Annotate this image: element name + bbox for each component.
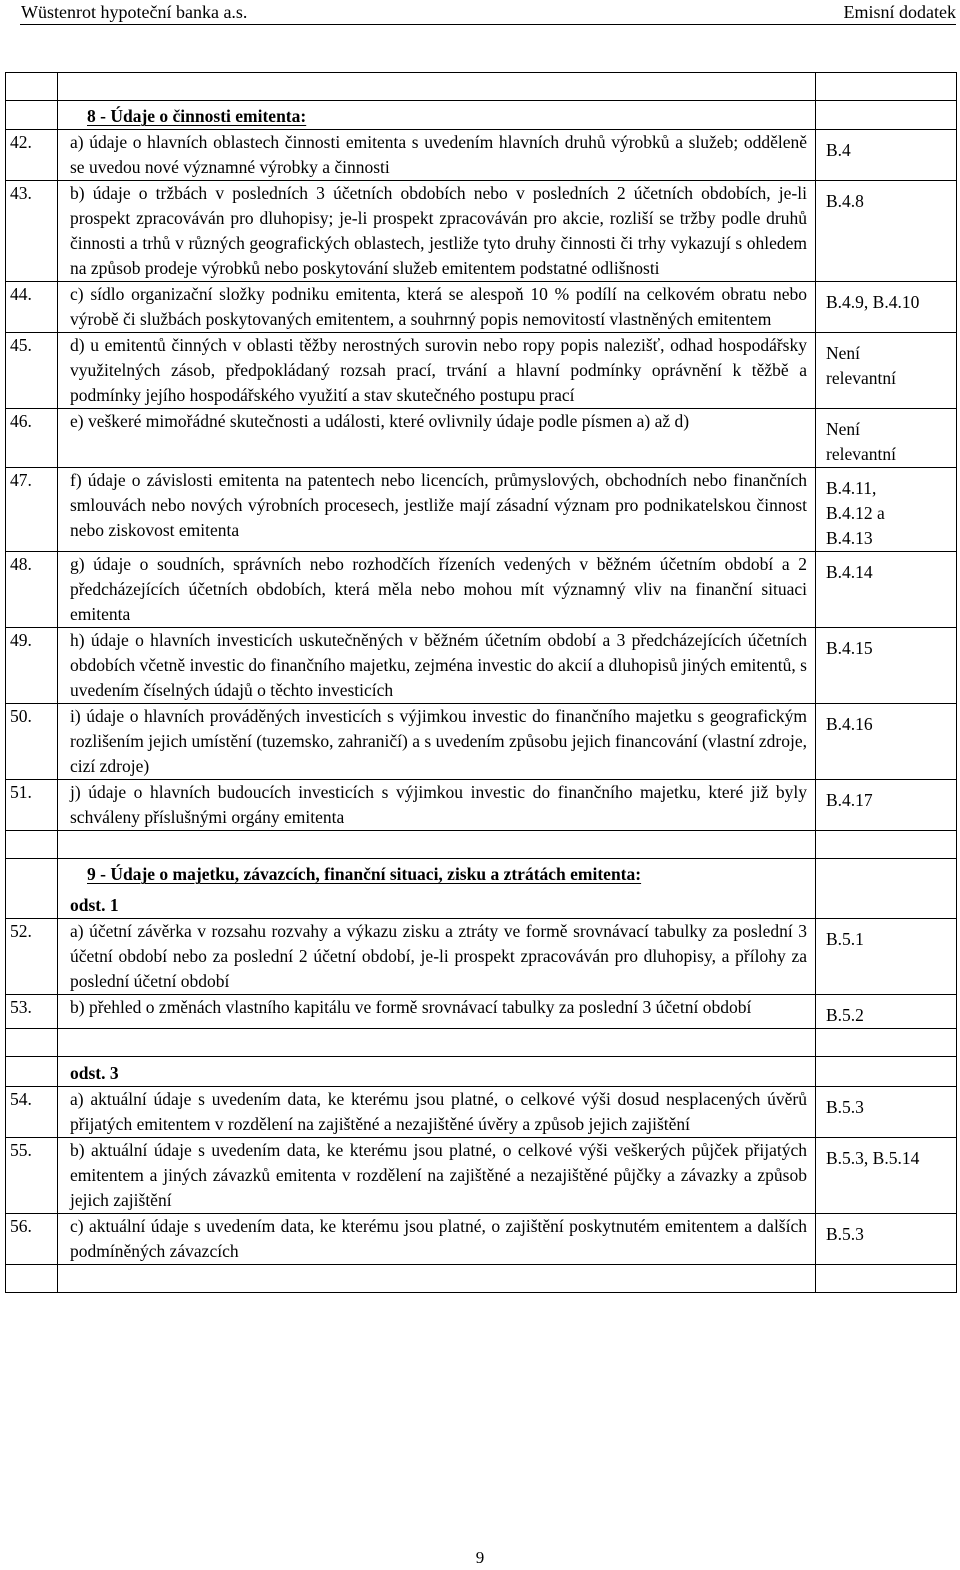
row-number: 44. <box>6 282 58 333</box>
row-reference: B.5.2 <box>826 1005 864 1025</box>
table-row <box>6 995 957 1029</box>
row-number: 46. <box>6 409 58 468</box>
row-text: i) údaje o hlavních prováděných investicích s výjimkou investic do finančního majetku s geografickým rozlišením jejich umístění (tuzemsko, zahraničí) a s uvedením způsobu jejich financování (vlastní zdroje, cizí zdroje) <box>58 704 816 780</box>
row-text: g) údaje o soudních, správních nebo rozhodčích řízeních vedených v běžném účetním období a 2 předcházejících účetních obdobích, která měla nebo mohou mít významný vliv na finanční situaci emitenta <box>58 552 816 628</box>
row-number: 42. <box>6 130 58 181</box>
row-reference: B.5.3, B.5.14 <box>826 1148 920 1168</box>
table-row <box>6 409 957 468</box>
row-reference: B.5.3 <box>826 1097 864 1117</box>
row-text: b) přehled o změnách vlastního kapitálu ve formě srovnávací tabulky za poslední 3 účetní období <box>58 995 816 1029</box>
table-row-blank <box>6 1029 957 1057</box>
row-reference: B.4.9, B.4.10 <box>826 292 920 312</box>
row-reference: B.4.15 <box>826 638 873 658</box>
section-8-heading-row <box>6 101 957 130</box>
table-row <box>6 628 957 704</box>
row-text: a) účetní závěrka v rozsahu rozvahy a výkazu zisku a ztráty ve formě srovnávací tabulky za poslední 3 účetní období nebo za poslední 2 účetní období, je-li prospekt zpracováván pro dluhopisy, a přílohy za poslední účetní období <box>58 919 816 995</box>
section-8-title: 8 - Údaje o činnosti emitenta: <box>87 106 307 126</box>
table-row <box>6 130 957 181</box>
row-number: 43. <box>6 181 58 282</box>
row-reference: Není relevantní <box>826 343 896 388</box>
row-text: e) veškeré mimořádné skutečnosti a události, které ovlivnily údaje podle písmen a) až d) <box>58 409 816 468</box>
table-row <box>6 282 957 333</box>
row-reference: B.4 <box>826 140 851 160</box>
row-reference: B.4.11, B.4.12 a B.4.13 <box>826 478 885 548</box>
table-row <box>6 919 957 995</box>
table-row <box>6 181 957 282</box>
row-number: 48. <box>6 552 58 628</box>
row-reference: B.5.3 <box>826 1224 864 1244</box>
row-number: 55. <box>6 1138 58 1214</box>
table-row <box>6 1138 957 1214</box>
row-text: b) údaje o tržbách v posledních 3 účetních obdobích nebo v posledních 2 účetních obdobích, je-li prospekt zpracováván pro dluhopisy; je-li prospekt zpracováván pro akcie, rozliší se tržby podle druhů činnosti a trhů v různých geografických oblastech, jestliže tyto druhy činnosti či trhy vykazují s ohledem na způsob prodeje výrobků nebo poskytování služeb emitentem podstatné odlišnosti <box>58 181 816 282</box>
row-number: 54. <box>6 1087 58 1138</box>
row-number: 51. <box>6 780 58 831</box>
row-text: d) u emitentů činných v oblasti těžby nerostných surovin nebo ropy popis nalezišť, odhad hospodářsky využitelných zásob, předpokládaný rozsah prací, trvání a hlavní podmínky oprávnění k těžbě a podmínky jejího hospodářského využití a stav skutečného postupu prací <box>58 333 816 409</box>
table-row <box>6 468 957 552</box>
row-number: 50. <box>6 704 58 780</box>
row-text: a) aktuální údaje s uvedením data, ke kterému jsou platné, o celkové výši dosud nesplacených úvěrů přijatých emitentem v rozdělení na zajištěné a nezajištěné úvěry a způsob jejich zajištění <box>58 1087 816 1138</box>
row-text: j) údaje o hlavních budoucích investicích s výjimkou investic do finančního majetku, které již byly schváleny příslušnými orgány emitenta <box>58 780 816 831</box>
table-row <box>6 1214 957 1265</box>
header-document-type: Emisní dodatek <box>843 2 956 22</box>
row-reference: Není relevantní <box>826 419 896 464</box>
row-number: 56. <box>6 1214 58 1265</box>
row-text: b) aktuální údaje s uvedením data, ke kterému jsou platné, o celkové výši veškerých půjček přijatých emitentem a jiných závazků emitenta v rozdělení na zajištěné a nezajištěné půjčky a závazky a způsob jejich zajištění <box>58 1138 816 1214</box>
row-number: 49. <box>6 628 58 704</box>
header-company: Wüstenrot hypoteční banka a.s. <box>21 2 248 22</box>
row-number: 47. <box>6 468 58 552</box>
row-reference: B.4.14 <box>826 562 873 582</box>
row-text: a) údaje o hlavních oblastech činnosti emitenta s uvedením hlavních druhů výrobků a služeb; odděleně se uvedou nové významné výrobky a činnosti <box>58 130 816 181</box>
table-row <box>6 333 957 409</box>
section-9-heading-row <box>6 859 957 919</box>
requirements-table <box>5 72 957 1293</box>
table-row <box>6 1087 957 1138</box>
subsection-odst-1: odst. 1 <box>70 895 119 915</box>
row-text: h) údaje o hlavních investicích uskutečněných v běžném účetním období a 3 předcházejících účetních obdobích včetně investic do finančního majetku, zejména investic do akcií a dluhopisů jiných emitentů, s uvedením číselných údajů o těchto investicích <box>58 628 816 704</box>
table-row-blank <box>6 831 957 859</box>
row-reference: B.4.17 <box>826 790 873 810</box>
page-number: 9 <box>475 1548 485 1567</box>
section-9-title: 9 - Údaje o majetku, závazcích, finanční situaci, zisku a ztrátách emitenta: <box>87 864 642 884</box>
row-number: 45. <box>6 333 58 409</box>
table-row <box>6 704 957 780</box>
row-number: 53. <box>6 995 58 1029</box>
row-number: 52. <box>6 919 58 995</box>
table-row-blank <box>6 1265 957 1293</box>
subsection-heading-row <box>6 1057 957 1087</box>
row-text: f) údaje o závislosti emitenta na patentech nebo licencích, průmyslových, obchodních nebo finančních smlouvách nebo nových výrobních procesech, jestliže mají zásadní význam pro podnikatelskou činnost nebo ziskovost emitenta <box>58 468 816 552</box>
table-row-blank <box>6 73 957 101</box>
subsection-odst-3: odst. 3 <box>70 1063 119 1083</box>
row-reference: B.4.8 <box>826 191 864 211</box>
row-reference: B.5.1 <box>826 929 864 949</box>
row-reference: B.4.16 <box>826 714 873 734</box>
table-row <box>6 780 957 831</box>
row-text: c) aktuální údaje s uvedením data, ke kterému jsou platné, o zajištění poskytnutém emitentem a dalších podmíněných závazcích <box>58 1214 816 1265</box>
table-row <box>6 552 957 628</box>
page-header <box>0 0 960 24</box>
row-text: c) sídlo organizační složky podniku emitenta, která se alespoň 10 % podílí na celkovém obratu nebo výrobě či službách poskytovaných emitentem, a souhrnný popis nemovitostí vlastněných emitentem <box>58 282 816 333</box>
header-rule <box>20 24 956 25</box>
